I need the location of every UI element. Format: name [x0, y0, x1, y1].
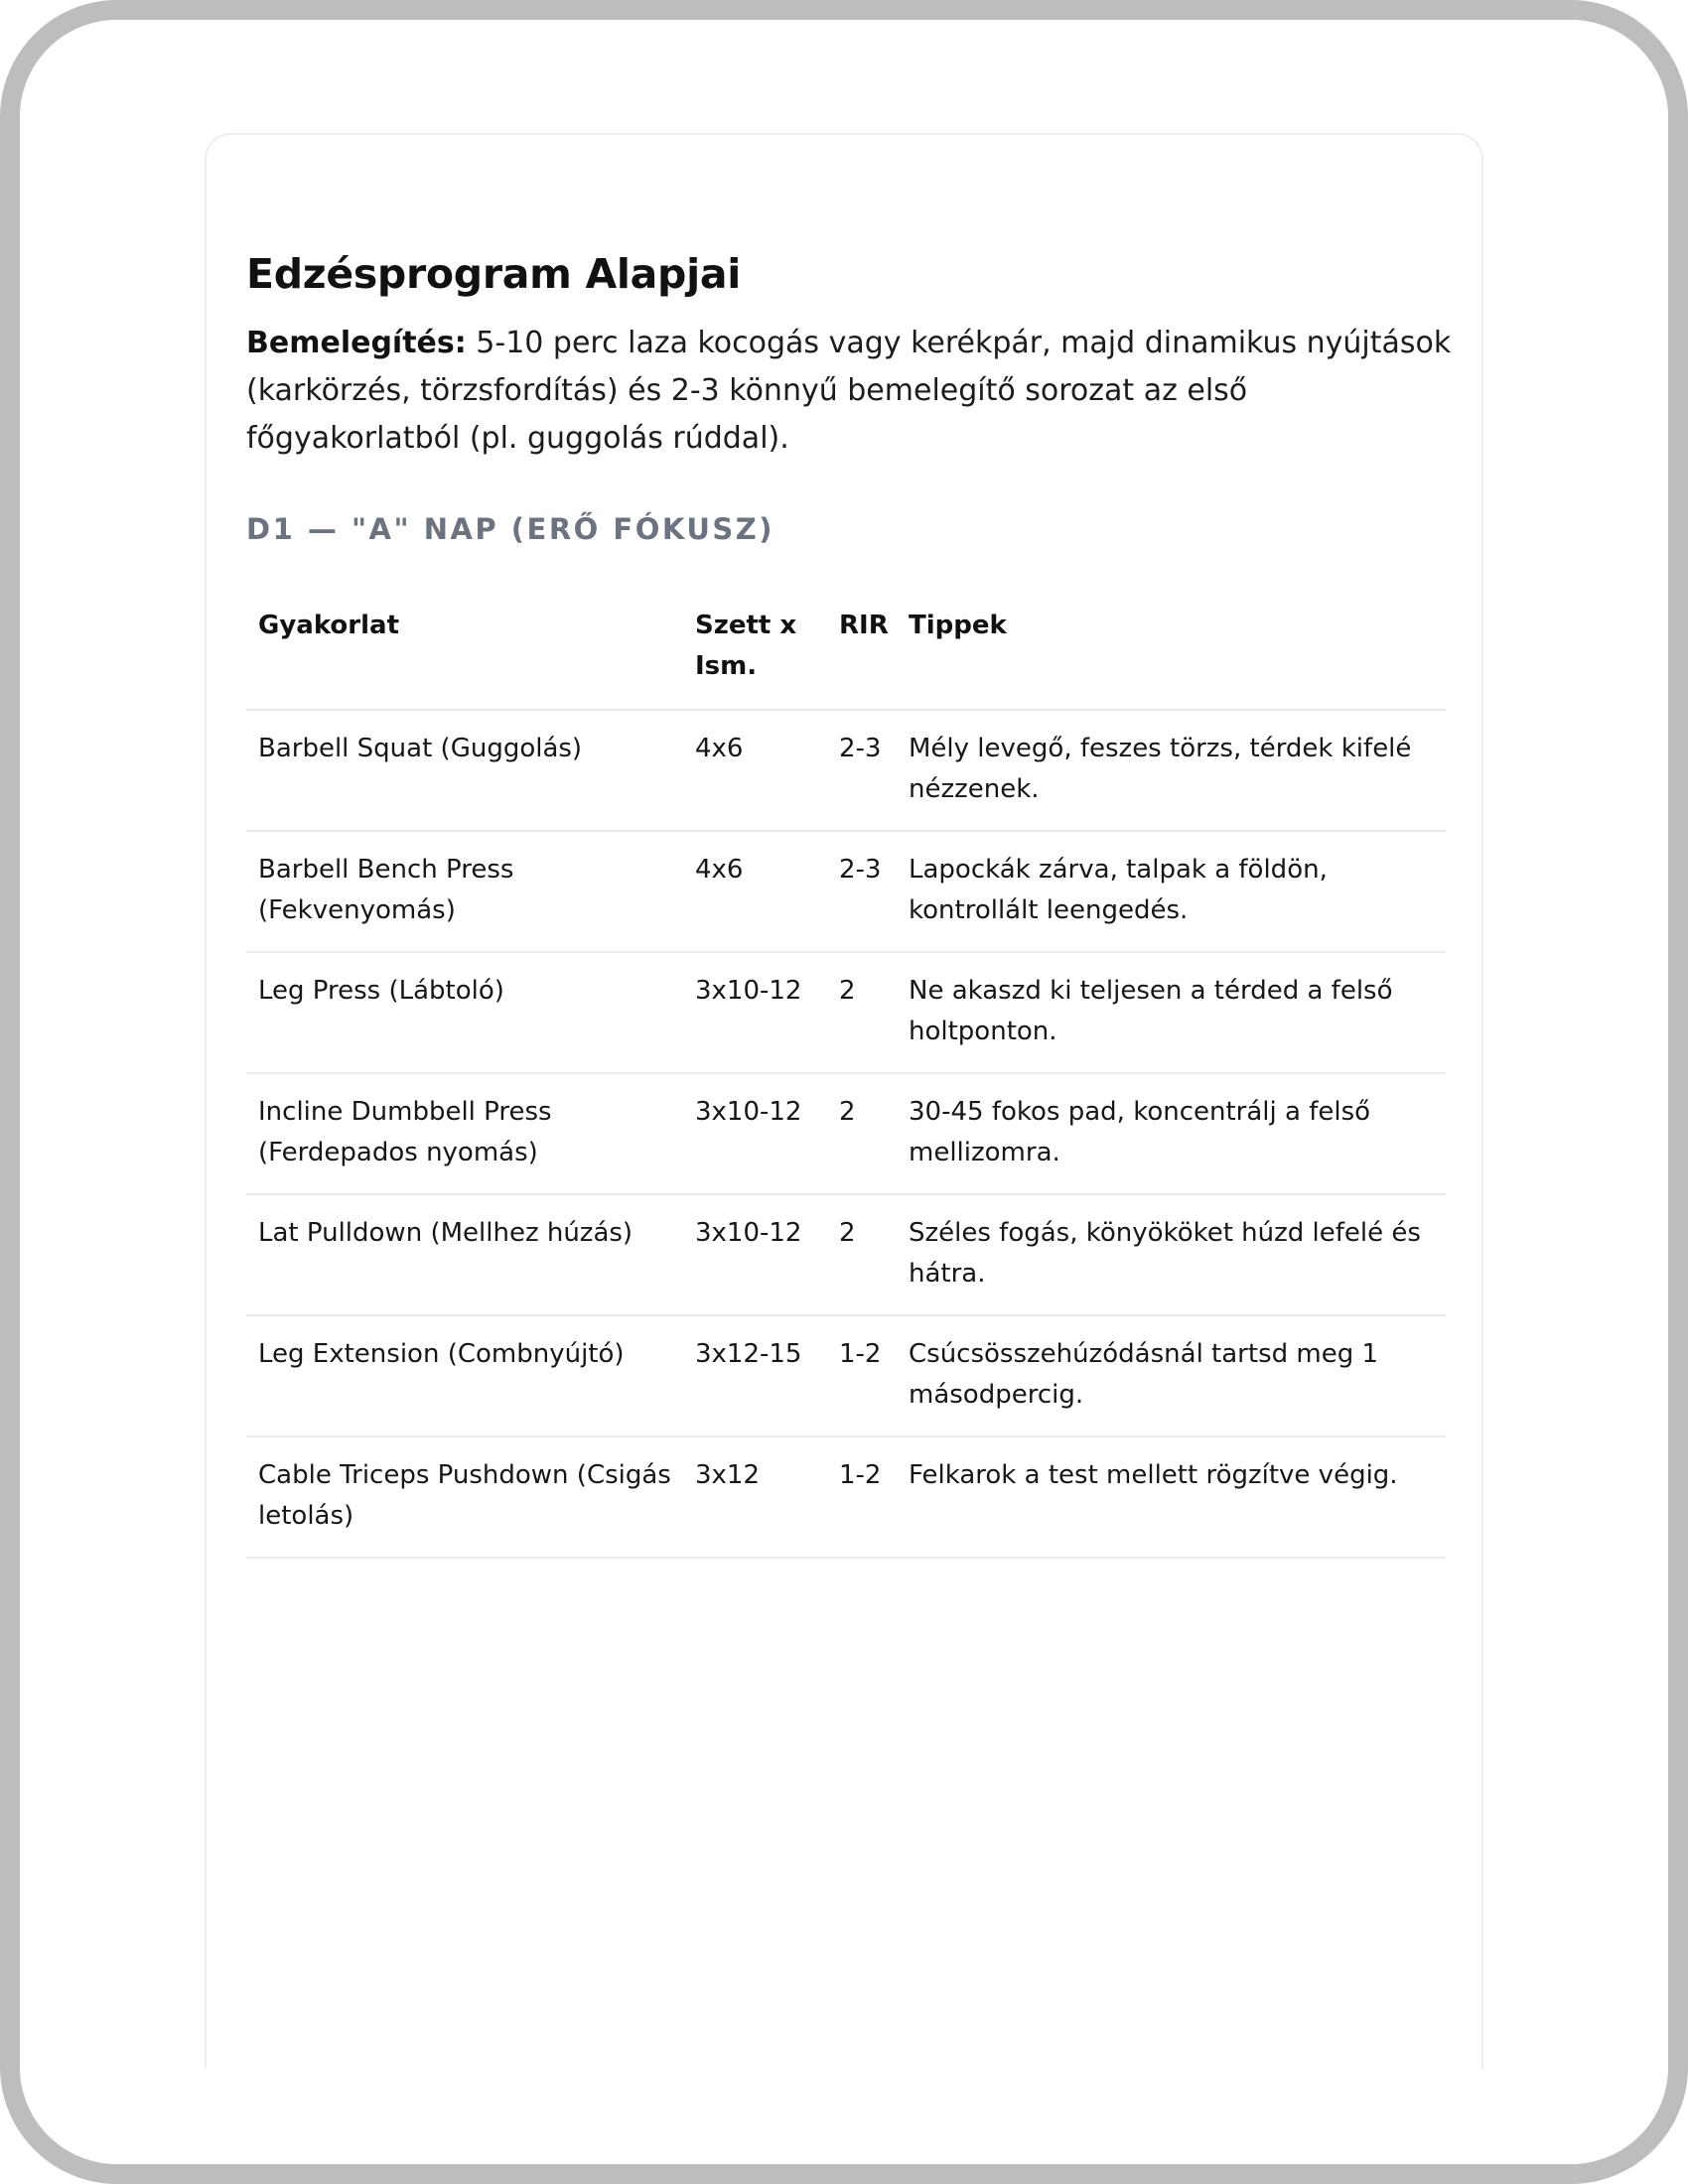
cell-exercise: Incline Dumbbell Press (Ferdepados nyomás): [258, 1097, 552, 1167]
cell-sets-reps: 3x12: [695, 1460, 761, 1490]
table-row: [246, 1315, 1446, 1436]
cell-tips: 30-45 fokos pad, koncentrálj a felső mellizomra.: [909, 1097, 1371, 1167]
cell-rir: 2-3: [839, 734, 882, 763]
content-card: [205, 133, 1483, 2069]
header-tips: Tippek: [909, 611, 1007, 640]
cell-exercise: Leg Extension (Combnyújtó): [258, 1339, 625, 1369]
exercise-table: [246, 588, 1446, 1559]
warmup-label: Bemelegítés:: [246, 326, 467, 360]
cell-sets-reps: 3x10-12: [695, 1218, 802, 1248]
exercise-table-wrap: [246, 588, 1446, 1559]
cell-sets-reps: 4x6: [695, 855, 744, 885]
screen: [20, 20, 1668, 2164]
cell-exercise: Barbell Bench Press (Fekvenyomás): [258, 855, 514, 925]
table-row: [246, 710, 1446, 831]
cell-sets-reps: 3x10-12: [695, 1097, 802, 1127]
cell-tips: Mély levegő, feszes törzs, térdek kifelé nézzenek.: [909, 734, 1412, 804]
cell-tips: Lapockák zárva, talpak a földön, kontrollált leengedés.: [909, 855, 1328, 925]
cell-tips: Csúcsösszehúzódásnál tartsd meg 1 másodpercig.: [909, 1339, 1379, 1410]
header-sets-reps: Szett x Ism.: [695, 611, 797, 681]
cell-rir: 2: [839, 1218, 856, 1248]
header-exercise: Gyakorlat: [258, 611, 399, 640]
cell-rir: 1-2: [839, 1339, 882, 1369]
page-title: Edzésprogram Alapjai: [246, 250, 741, 298]
cell-tips: Széles fogás, könyököket húzd lefelé és hátra.: [909, 1218, 1421, 1289]
cell-exercise: Lat Pulldown (Mellhez húzás): [258, 1218, 633, 1248]
table-row: [246, 952, 1446, 1073]
cell-exercise: Leg Press (Lábtoló): [258, 976, 504, 1006]
table-row: [246, 1194, 1446, 1315]
cell-tips: Ne akaszd ki teljesen a térded a felső holtponton.: [909, 976, 1393, 1046]
cell-rir: 2: [839, 976, 856, 1006]
cell-sets-reps: 3x10-12: [695, 976, 802, 1006]
section-heading-day1: D1 — "A" NAP (ERŐ FÓKUSZ): [246, 512, 775, 546]
cell-exercise: Barbell Squat (Guggolás): [258, 734, 583, 763]
cell-rir: 2: [839, 1097, 856, 1127]
cell-sets-reps: 4x6: [695, 734, 744, 763]
warmup-paragraph: [246, 320, 1454, 463]
cell-exercise: Cable Triceps Pushdown (Csigás letolás): [258, 1460, 671, 1531]
table-header-row: [246, 588, 1446, 710]
warmup-text: 5-10 perc laza kocogás vagy kerékpár, majd dinamikus nyújtások (karkörzés, törzsfordítás) és 2-3 könnyű bemelegítő sorozat az első főgyakorlatból (pl. guggolás rúddal).: [246, 326, 1452, 456]
table-row: [246, 1436, 1446, 1558]
table-row: [246, 1073, 1446, 1194]
cell-rir: 1-2: [839, 1460, 882, 1490]
header-rir: RIR: [839, 611, 889, 640]
table-row: [246, 831, 1446, 952]
cell-rir: 2-3: [839, 855, 882, 885]
cell-tips: Felkarok a test mellett rögzítve végig.: [909, 1460, 1398, 1490]
cell-sets-reps: 3x12-15: [695, 1339, 802, 1369]
